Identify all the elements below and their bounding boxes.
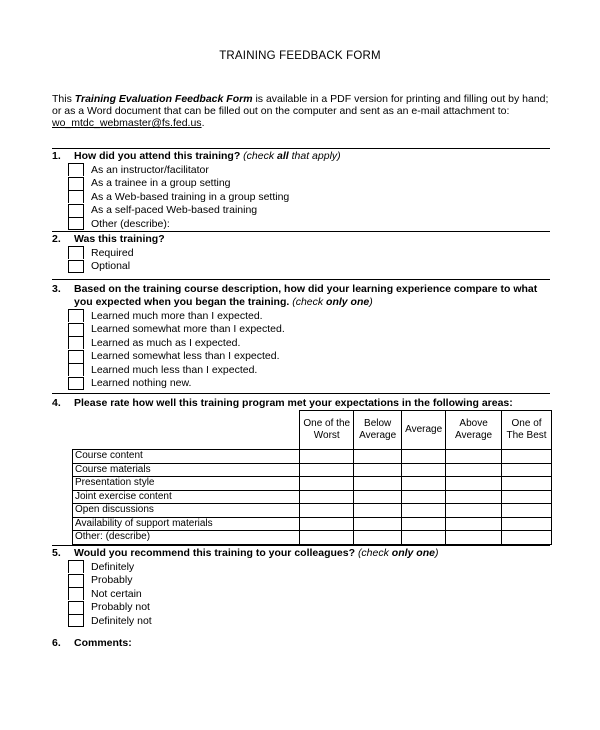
note-bold: all xyxy=(277,150,289,162)
option-label: Required xyxy=(91,246,134,259)
option-label: As a self-paced Web-based training xyxy=(91,204,258,217)
question-text: Based on the training course description, how did your learning experience compare to what you expected when you began the training. xyxy=(74,283,538,308)
rating-cell[interactable] xyxy=(402,490,446,504)
option-row xyxy=(68,217,550,231)
option-label: Learned much less than I expected. xyxy=(91,363,258,376)
option-row xyxy=(68,377,550,391)
checkbox[interactable] xyxy=(68,323,84,336)
rating-cell[interactable] xyxy=(502,504,552,518)
note-post: ) xyxy=(434,547,439,559)
note-post: ) xyxy=(369,296,373,308)
rating-cell[interactable] xyxy=(354,531,402,545)
rating-cell[interactable] xyxy=(502,517,552,531)
question-5 xyxy=(52,545,550,628)
rating-header-row xyxy=(73,411,552,450)
note-pre: (check xyxy=(243,150,278,162)
checkbox[interactable] xyxy=(68,363,84,376)
rating-cell[interactable] xyxy=(446,490,502,504)
option-label: Not certain xyxy=(91,587,142,600)
option-row xyxy=(68,587,550,601)
rating-cell[interactable] xyxy=(402,531,446,545)
intro-pre: This xyxy=(52,93,75,105)
rating-cell[interactable] xyxy=(402,463,446,477)
question-text: Was this training? xyxy=(74,233,165,245)
question-2 xyxy=(52,231,550,273)
webmaster-email-link[interactable]: wo_mtdc_webmaster@fs.fed.us xyxy=(52,117,202,129)
question-6 xyxy=(52,636,550,650)
row-label: Course content xyxy=(73,450,300,464)
option-row xyxy=(68,190,550,204)
intro-post: is available in a PDF version for printing and filling out by hand; or as a Word document that can be filled out on the computer and sent as an e-mail attachment to: xyxy=(52,93,549,117)
column-header: Above Average xyxy=(446,411,502,450)
checkbox[interactable] xyxy=(68,190,84,203)
rating-cell[interactable] xyxy=(446,463,502,477)
checkbox[interactable] xyxy=(68,204,84,217)
option-label: As a Web-based training in a group setting xyxy=(91,190,290,203)
q5-options xyxy=(68,560,550,628)
rating-cell[interactable] xyxy=(446,531,502,545)
option-row xyxy=(68,560,550,574)
question-number: 5. xyxy=(52,547,61,559)
note-post: that apply) xyxy=(288,150,341,162)
option-row xyxy=(68,350,550,364)
checkbox[interactable] xyxy=(68,336,84,349)
option-label: Optional xyxy=(91,260,131,273)
question-number: 2. xyxy=(52,233,61,245)
option-label: Learned much more than I expected. xyxy=(91,309,263,322)
option-label: Probably xyxy=(91,574,133,587)
checkbox[interactable] xyxy=(68,309,84,322)
rating-cell[interactable] xyxy=(354,490,402,504)
note-pre: (check xyxy=(292,296,327,308)
option-label: As an instructor/facilitator xyxy=(91,163,209,176)
option-row xyxy=(68,336,550,350)
question-number: 1. xyxy=(52,150,61,162)
checkbox[interactable] xyxy=(68,614,84,627)
question-3 xyxy=(52,279,550,390)
intro-tail: . xyxy=(201,117,205,129)
rating-cell[interactable] xyxy=(502,490,552,504)
table-row xyxy=(73,450,552,464)
column-header: One of the Worst xyxy=(300,411,354,450)
intro-form-name: Training Evaluation Feedback Form xyxy=(74,93,253,105)
question-text: How did you attend this training? xyxy=(74,150,241,162)
option-label: Other (describe): xyxy=(91,217,170,230)
checkbox[interactable] xyxy=(68,246,84,259)
rating-cell[interactable] xyxy=(502,450,552,464)
rating-cell[interactable] xyxy=(502,463,552,477)
note-bold: only one xyxy=(391,547,435,559)
table-row xyxy=(73,531,552,545)
rating-cell[interactable] xyxy=(354,450,402,464)
row-label: Presentation style xyxy=(73,477,300,491)
rating-cell[interactable] xyxy=(354,463,402,477)
row-label: Open discussions xyxy=(73,504,300,518)
q3-options xyxy=(68,309,550,390)
checkbox[interactable] xyxy=(68,574,84,587)
rating-cell[interactable] xyxy=(300,463,354,477)
rating-cell[interactable] xyxy=(300,477,354,491)
row-label: Availability of support materials xyxy=(73,517,300,531)
rating-cell[interactable] xyxy=(402,517,446,531)
intro-paragraph xyxy=(52,93,552,129)
option-label: Probably not xyxy=(91,601,150,614)
option-row xyxy=(68,601,550,615)
rating-cell[interactable] xyxy=(446,517,502,531)
checkbox[interactable] xyxy=(68,587,84,600)
rating-cell[interactable] xyxy=(354,504,402,518)
row-label: Course materials xyxy=(73,463,300,477)
rating-cell[interactable] xyxy=(446,450,502,464)
question-text: Please rate how well this training program met your expectations in the following areas: xyxy=(74,397,513,409)
row-label: Joint exercise content xyxy=(73,490,300,504)
rating-cell[interactable] xyxy=(300,490,354,504)
option-row xyxy=(68,177,550,191)
rating-cell[interactable] xyxy=(300,531,354,545)
rating-cell[interactable] xyxy=(354,477,402,491)
checkbox[interactable] xyxy=(68,217,84,230)
checkbox[interactable] xyxy=(68,177,84,190)
question-text: Comments: xyxy=(74,637,132,649)
option-row xyxy=(68,260,550,274)
option-label: Definitely not xyxy=(91,614,152,627)
form-title: TRAINING FEEDBACK FORM xyxy=(219,50,381,62)
option-row xyxy=(68,614,550,628)
rating-cell[interactable] xyxy=(402,450,446,464)
checkbox[interactable] xyxy=(68,260,84,273)
q2-options xyxy=(68,246,550,273)
option-row xyxy=(68,574,550,588)
column-header: Below Average xyxy=(354,411,402,450)
rating-cell[interactable] xyxy=(446,477,502,491)
checkbox[interactable] xyxy=(68,163,84,176)
rating-cell[interactable] xyxy=(502,477,552,491)
table-row xyxy=(73,477,552,491)
note-pre: (check xyxy=(357,547,392,559)
column-header: Average xyxy=(402,411,446,450)
q1-options xyxy=(68,163,550,231)
row-label: Other: (describe) xyxy=(73,531,300,545)
table-row xyxy=(73,504,552,518)
checkbox[interactable] xyxy=(68,601,84,614)
question-number: 4. xyxy=(52,397,61,409)
checkbox[interactable] xyxy=(68,560,84,573)
table-row xyxy=(73,463,552,477)
option-label: Definitely xyxy=(91,560,135,573)
table-row xyxy=(73,517,552,531)
header-blank xyxy=(73,411,300,450)
rating-cell[interactable] xyxy=(446,504,502,518)
option-row xyxy=(68,323,550,337)
rating-cell[interactable] xyxy=(300,450,354,464)
question-1 xyxy=(52,148,550,231)
rating-cell[interactable] xyxy=(402,477,446,491)
question-4 xyxy=(52,393,550,545)
rating-cell[interactable] xyxy=(354,517,402,531)
checkbox[interactable] xyxy=(68,350,84,363)
option-row xyxy=(68,246,550,260)
option-row xyxy=(68,309,550,323)
question-text: Would you recommend this training to your colleagues? xyxy=(74,547,356,559)
option-label: Learned somewhat more than I expected. xyxy=(91,323,285,336)
option-label: As a trainee in a group setting xyxy=(91,177,231,190)
option-label: Learned somewhat less than I expected. xyxy=(91,350,280,363)
option-label: Learned nothing new. xyxy=(91,377,192,390)
checkbox[interactable] xyxy=(68,377,84,390)
rating-cell[interactable] xyxy=(402,504,446,518)
option-row xyxy=(68,363,550,377)
rating-cell[interactable] xyxy=(300,504,354,518)
note-bold: only one xyxy=(326,296,370,308)
option-row xyxy=(68,163,550,177)
table-row xyxy=(73,490,552,504)
rating-table xyxy=(72,410,552,545)
question-number: 3. xyxy=(52,283,61,295)
column-header: One of The Best xyxy=(502,411,552,450)
option-row xyxy=(68,204,550,218)
rating-cell[interactable] xyxy=(502,531,552,545)
question-number: 6. xyxy=(52,637,61,649)
option-label: Learned as much as I expected. xyxy=(91,336,241,349)
rating-cell[interactable] xyxy=(300,517,354,531)
